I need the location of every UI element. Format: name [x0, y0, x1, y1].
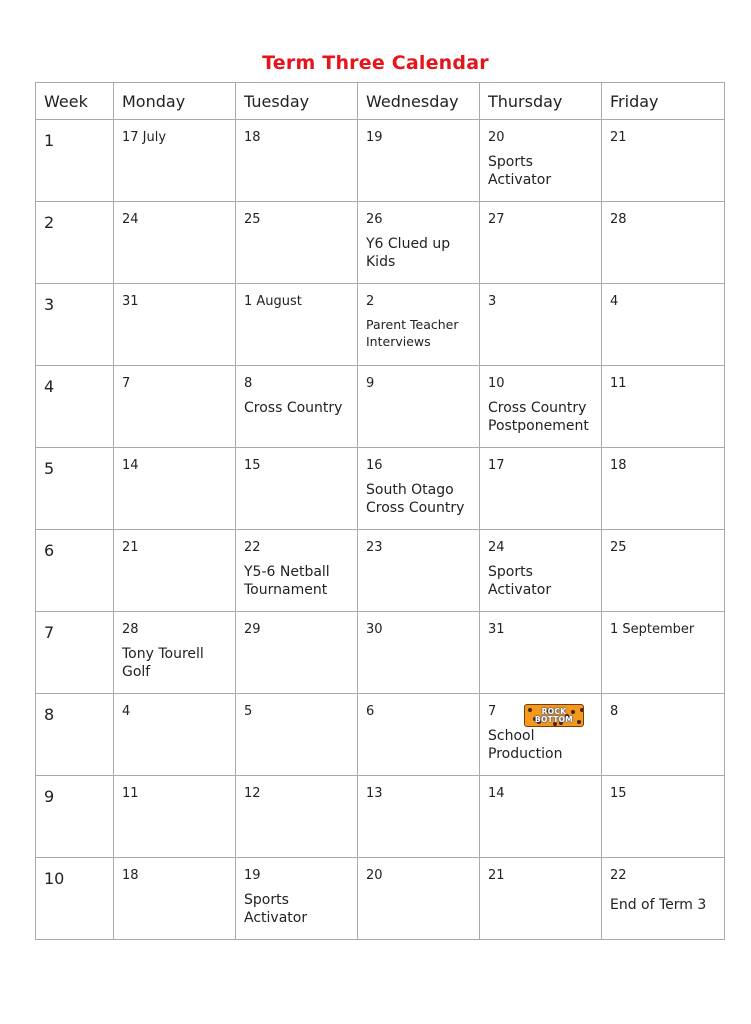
day-date: 18 [610, 458, 627, 473]
table-row [36, 694, 725, 776]
day-cell-wednesday [358, 776, 480, 858]
day-date: 14 [122, 458, 139, 473]
day-date: 4 [122, 704, 131, 719]
day-date: 11 [610, 376, 627, 391]
day-cell-thursday [480, 694, 602, 776]
day-cell-friday [602, 776, 725, 858]
day-date: 31 [122, 294, 139, 309]
day-event: Cross Country Postponement [488, 400, 589, 434]
table-row [36, 530, 725, 612]
day-date: 19 [244, 868, 261, 883]
day-date: 24 [488, 540, 505, 555]
day-date: 19 [366, 130, 383, 145]
header-wednesday: Wednesday [358, 83, 480, 120]
day-date: 17 [488, 458, 505, 473]
day-date: 21 [122, 540, 139, 555]
day-cell-tuesday [236, 612, 358, 694]
day-date: 20 [366, 868, 383, 883]
day-cell-monday [114, 776, 236, 858]
day-date: 13 [366, 786, 383, 801]
table-row [36, 284, 725, 366]
day-date: 26 [366, 212, 383, 227]
day-cell-friday [602, 284, 725, 366]
day-cell-monday [114, 366, 236, 448]
day-cell-wednesday [358, 858, 480, 940]
day-date: 14 [488, 786, 505, 801]
day-event: South Otago Cross Country [366, 482, 465, 516]
table-row [36, 120, 725, 202]
logo-text-line1: ROCK [541, 707, 567, 716]
day-date: 2 [366, 294, 375, 309]
day-date: 17 July [122, 130, 167, 145]
day-date: 21 [610, 130, 627, 145]
day-cell-wednesday [358, 366, 480, 448]
day-cell-tuesday [236, 448, 358, 530]
table-row [36, 612, 725, 694]
day-date: 10 [488, 376, 505, 391]
day-cell-monday [114, 530, 236, 612]
day-date: 12 [244, 786, 261, 801]
day-date: 15 [244, 458, 261, 473]
day-date: 22 [610, 868, 627, 883]
day-cell-tuesday [236, 120, 358, 202]
rock-bottom-logo-icon [524, 704, 584, 727]
day-cell-monday [114, 284, 236, 366]
day-date: 1 August [244, 294, 302, 309]
header-thursday: Thursday [480, 83, 602, 120]
day-date: 27 [488, 212, 505, 227]
day-date: 5 [244, 704, 253, 719]
day-cell-thursday [480, 530, 602, 612]
day-cell-monday [114, 448, 236, 530]
header-week: Week [36, 83, 114, 120]
day-event: Parent Teacher Interviews [366, 317, 459, 349]
day-cell-tuesday [236, 530, 358, 612]
day-cell-thursday [480, 202, 602, 284]
day-date: 11 [122, 786, 139, 801]
week-number: 2 [36, 202, 114, 284]
day-cell-friday [602, 612, 725, 694]
day-date: 18 [122, 868, 139, 883]
day-cell-monday [114, 694, 236, 776]
week-number: 4 [36, 366, 114, 448]
day-date: 9 [366, 376, 375, 391]
table-row [36, 776, 725, 858]
logo-text-line2: BOTTOM [534, 715, 574, 724]
week-number: 1 [36, 120, 114, 202]
day-event: Y6 Clued up Kids [366, 236, 451, 270]
day-cell-wednesday [358, 530, 480, 612]
table-row [36, 366, 725, 448]
day-event: Sports Activator [244, 892, 308, 926]
day-cell-tuesday [236, 858, 358, 940]
day-event: Cross Country [244, 400, 343, 416]
week-number: 5 [36, 448, 114, 530]
day-date: 25 [610, 540, 627, 555]
day-cell-thursday [480, 448, 602, 530]
day-date: 31 [488, 622, 505, 637]
day-date: 28 [610, 212, 627, 227]
week-number: 9 [36, 776, 114, 858]
day-event: End of Term 3 [610, 897, 707, 913]
calendar-table [35, 82, 725, 940]
day-event: School Production [488, 728, 563, 762]
day-cell-friday [602, 202, 725, 284]
day-date: 28 [122, 622, 139, 637]
header-monday: Monday [114, 83, 236, 120]
week-number: 3 [36, 284, 114, 366]
day-date: 29 [244, 622, 261, 637]
table-row [36, 858, 725, 940]
day-cell-wednesday [358, 284, 480, 366]
day-date: 30 [366, 622, 383, 637]
calendar-body [36, 120, 725, 940]
day-date: 20 [488, 130, 505, 145]
week-number: 7 [36, 612, 114, 694]
day-date: 8 [610, 704, 619, 719]
day-event: Y5-6 Netball Tournament [244, 564, 330, 598]
header-row [36, 83, 725, 120]
day-date: 4 [610, 294, 619, 309]
day-cell-thursday [480, 120, 602, 202]
day-event: Tony Tourell Golf [122, 646, 204, 680]
day-date: 25 [244, 212, 261, 227]
day-date: 7 [122, 376, 131, 391]
day-cell-friday [602, 694, 725, 776]
week-number: 8 [36, 694, 114, 776]
day-cell-wednesday [358, 120, 480, 202]
week-number: 10 [36, 858, 114, 940]
day-cell-friday [602, 366, 725, 448]
day-event: Sports Activator [488, 564, 552, 598]
day-cell-monday [114, 202, 236, 284]
day-cell-tuesday [236, 694, 358, 776]
day-cell-tuesday [236, 366, 358, 448]
day-cell-friday [602, 448, 725, 530]
day-cell-wednesday [358, 448, 480, 530]
week-number: 6 [36, 530, 114, 612]
day-date: 3 [488, 294, 497, 309]
day-cell-wednesday [358, 202, 480, 284]
day-date: 22 [244, 540, 261, 555]
day-date: 1 September [610, 622, 695, 637]
day-cell-thursday [480, 776, 602, 858]
day-date: 16 [366, 458, 383, 473]
page-title: Term Three Calendar [262, 52, 489, 74]
day-date: 21 [488, 868, 505, 883]
day-cell-thursday [480, 284, 602, 366]
day-cell-tuesday [236, 202, 358, 284]
day-cell-tuesday [236, 284, 358, 366]
day-date: 6 [366, 704, 375, 719]
day-cell-thursday [480, 612, 602, 694]
header-friday: Friday [602, 83, 725, 120]
day-cell-wednesday [358, 694, 480, 776]
day-cell-thursday [480, 858, 602, 940]
table-row [36, 448, 725, 530]
day-cell-friday [602, 530, 725, 612]
day-date: 24 [122, 212, 139, 227]
table-row [36, 202, 725, 284]
day-cell-tuesday [236, 776, 358, 858]
day-date: 23 [366, 540, 383, 555]
day-cell-monday [114, 120, 236, 202]
day-cell-friday [602, 120, 725, 202]
day-event: Sports Activator [488, 154, 552, 188]
day-cell-friday [602, 858, 725, 940]
day-cell-monday [114, 858, 236, 940]
day-date: 8 [244, 376, 253, 391]
day-date: 7 [488, 704, 497, 719]
day-cell-wednesday [358, 612, 480, 694]
day-cell-thursday [480, 366, 602, 448]
day-date: 18 [244, 130, 261, 145]
day-cell-monday [114, 612, 236, 694]
header-tuesday: Tuesday [236, 83, 358, 120]
day-date: 15 [610, 786, 627, 801]
